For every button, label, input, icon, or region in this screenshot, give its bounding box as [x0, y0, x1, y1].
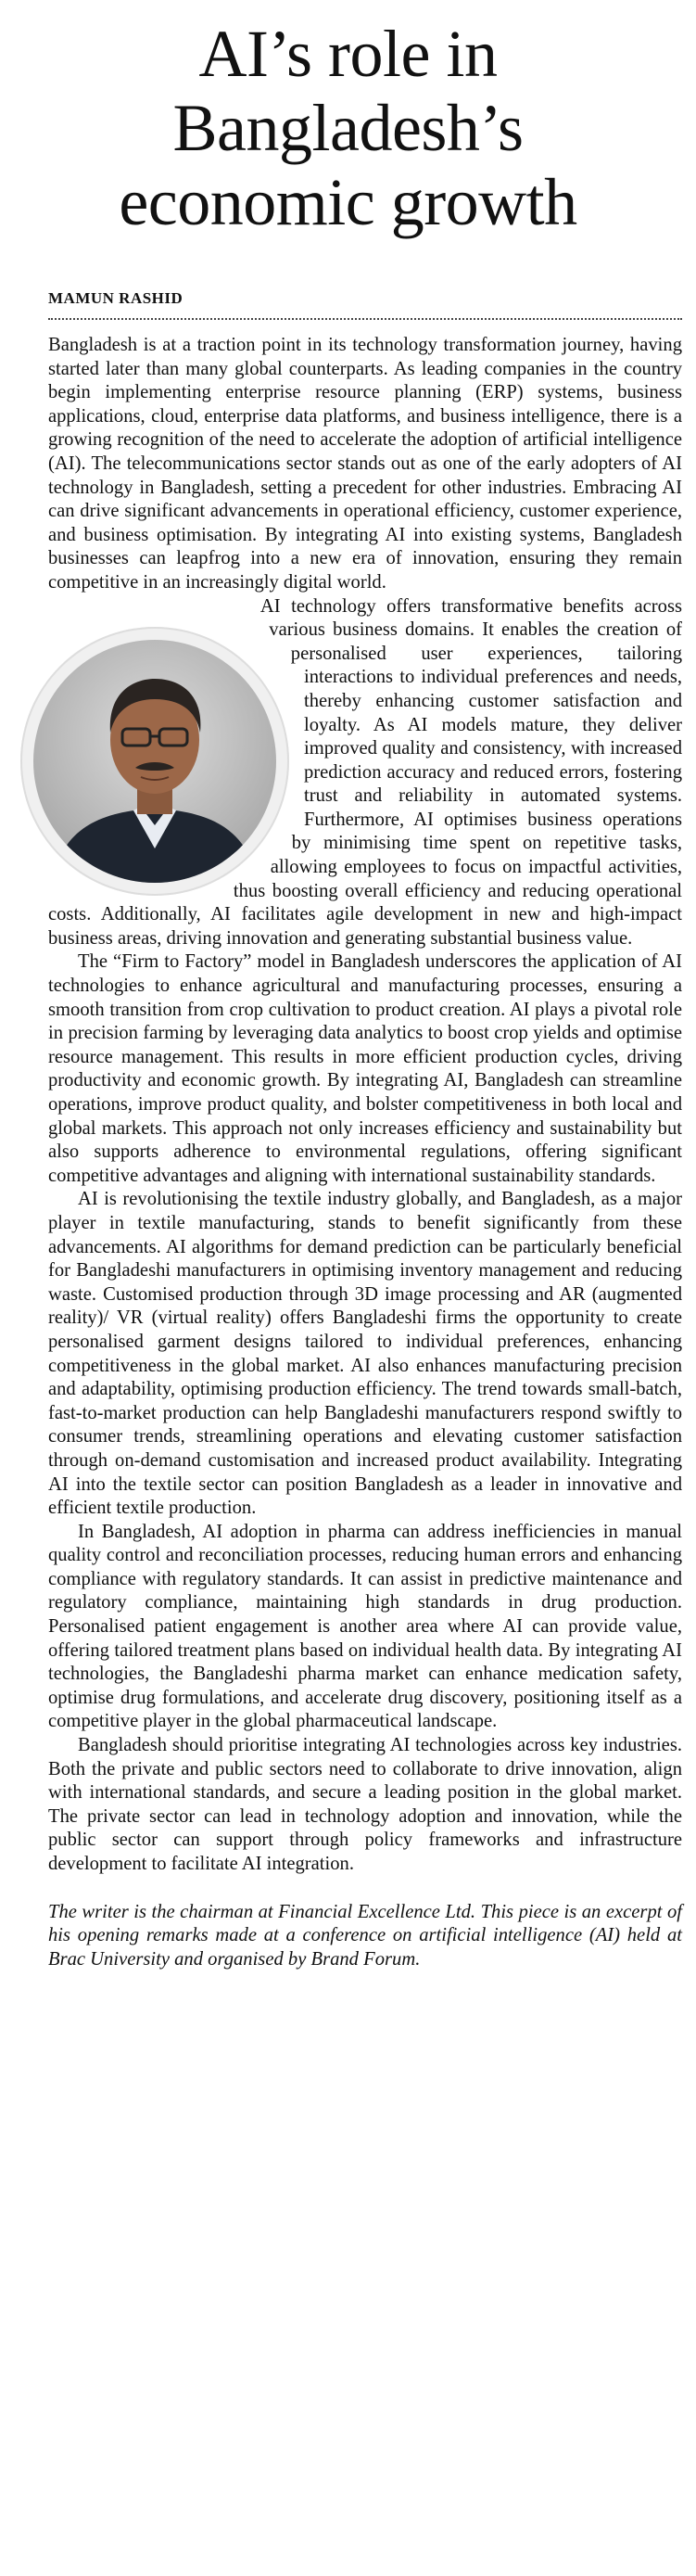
paragraph: In Bangladesh, AI adoption in pharma can address inefficiencies in manual quality control and reconciliation processes, reducing human errors and enhancing compliance with regulatory standards. It can assist in predictive maintenance and regulatory compliance, maintaining high standards in drug production. Personalised patient engagement is another area where AI can provide value, offering tailored treatment plans based on individual health data. By integrating AI technologies, the Bangladeshi pharma market can enhance medication safety, optimise drug formulations, and accelerate drug discovery, positioning itself as a competitive player in the global pharmaceutical landscape. [48, 1521, 682, 1732]
paragraph: AI technology offers transformative benefits across various business domains. It enables the creation of personalised user experiences, tailoring interactions to individual preferences and needs, thereby enhancing customer satisfaction and loyalty. As AI models mature, they deliver improved quality and consistency, with increased prediction accuracy and reduced errors, fostering trust and reliability in automated systems. Furthermore, AI optimises business operations by minimising time spent on repetitive tasks, allowing employees to focus on impactful activities, thus boosting overall efficiency and reducing operational costs. Additionally, AI facilitates agile development in new and high-impact business areas, driving innovation and generating substantial business value. [48, 595, 682, 949]
paragraph: AI is revolutionising the textile industry globally, and Bangladesh, as a major player in textile manufacturing, stands to benefit significantly from these advancements. AI algorithms for demand prediction can be particularly beneficial for Bangladeshi manufacturers in optimising inventory management and reducing waste. Customised production through 3D image processing and AR (augmented reality)/ VR (virtual reality) offers Bangladeshi firms the opportunity to create personalised garment designs tailored to individual preferences, enhancing competitiveness in the global market. AI also enhances manufacturing precision and adaptability, optimising production efficiency. The trend towards small-batch, fast-to-market production can help Bangladeshi manufacturers respond swiftly to consumer trends, streamlining operations and elevating customer satisfaction through on-demand customisation and increased product availability. Integrating AI into the textile sector can position Bangladesh as a leader in innovative and efficient textile production. [48, 1189, 682, 1519]
paragraph: The “Firm to Factory” model in Bangladesh underscores the application of AI technologies to enhance agricultural and manufacturing processes, ensuring a smooth transition from crop cultivation to product creation. AI plays a pivotal role in precision farming by leveraging data analytics to boost crop yields and optimise resource management. This results in more efficient production cycles, driving productivity and economic growth. By integrating AI, Bangladesh can streamline operations, improve product quality, and bolster competitiveness in both local and global markets. This approach not only increases efficiency and sustainability but also supports adherence to environmental regulations, offering significant competitive advantages and aligning with international sustainability standards. [48, 951, 682, 1186]
headline-line-2: Bangladesh’s [172, 91, 524, 165]
byline-divider [48, 318, 682, 320]
headline-line-1: AI’s role in [198, 17, 498, 91]
headline [0, 17, 696, 239]
byline: MAMUN RASHID [48, 289, 183, 307]
headline-line-3: economic growth [119, 165, 577, 239]
author-note: The writer is the chairman at Financial Excellence Ltd. This piece is an excerpt of his opening remarks made at a conference on artificial intelligence (AI) held at Brac University and organised by Brand Forum. [48, 1901, 682, 1970]
author-photo [20, 627, 289, 896]
paragraph: Bangladesh is at a traction point in its technology transformation journey, having started later than many global counterparts. As leading companies in the country begin implementing enterprise resource planning (ERP) systems, business applications, cloud, enterprise data platforms, and business intelligence, there is a growing recognition of the need to accelerate the adoption of artificial intelligence (AI). The telecommunications sector stands out as one of the early adopters of AI technology in Bangladesh, setting a precedent for other industries. Embracing AI can drive significant advancements in operational efficiency, customer experience, and business optimisation. By integrating AI into existing systems, Bangladesh businesses can leapfrog into a new era of innovation, ensuring they remain competitive in an increasingly digital world. [48, 335, 682, 593]
article-body [48, 334, 682, 1971]
paragraph: Bangladesh should prioritise integrating AI technologies across key industries. Both the private and public sectors need to collaborate to drive innovation, align with international standards, and secure a leading position in the global market. The private sector can lead in technology adoption and innovation, while the public sector can support through policy frameworks and infrastructure development to facilitate AI integration. [48, 1735, 682, 1874]
